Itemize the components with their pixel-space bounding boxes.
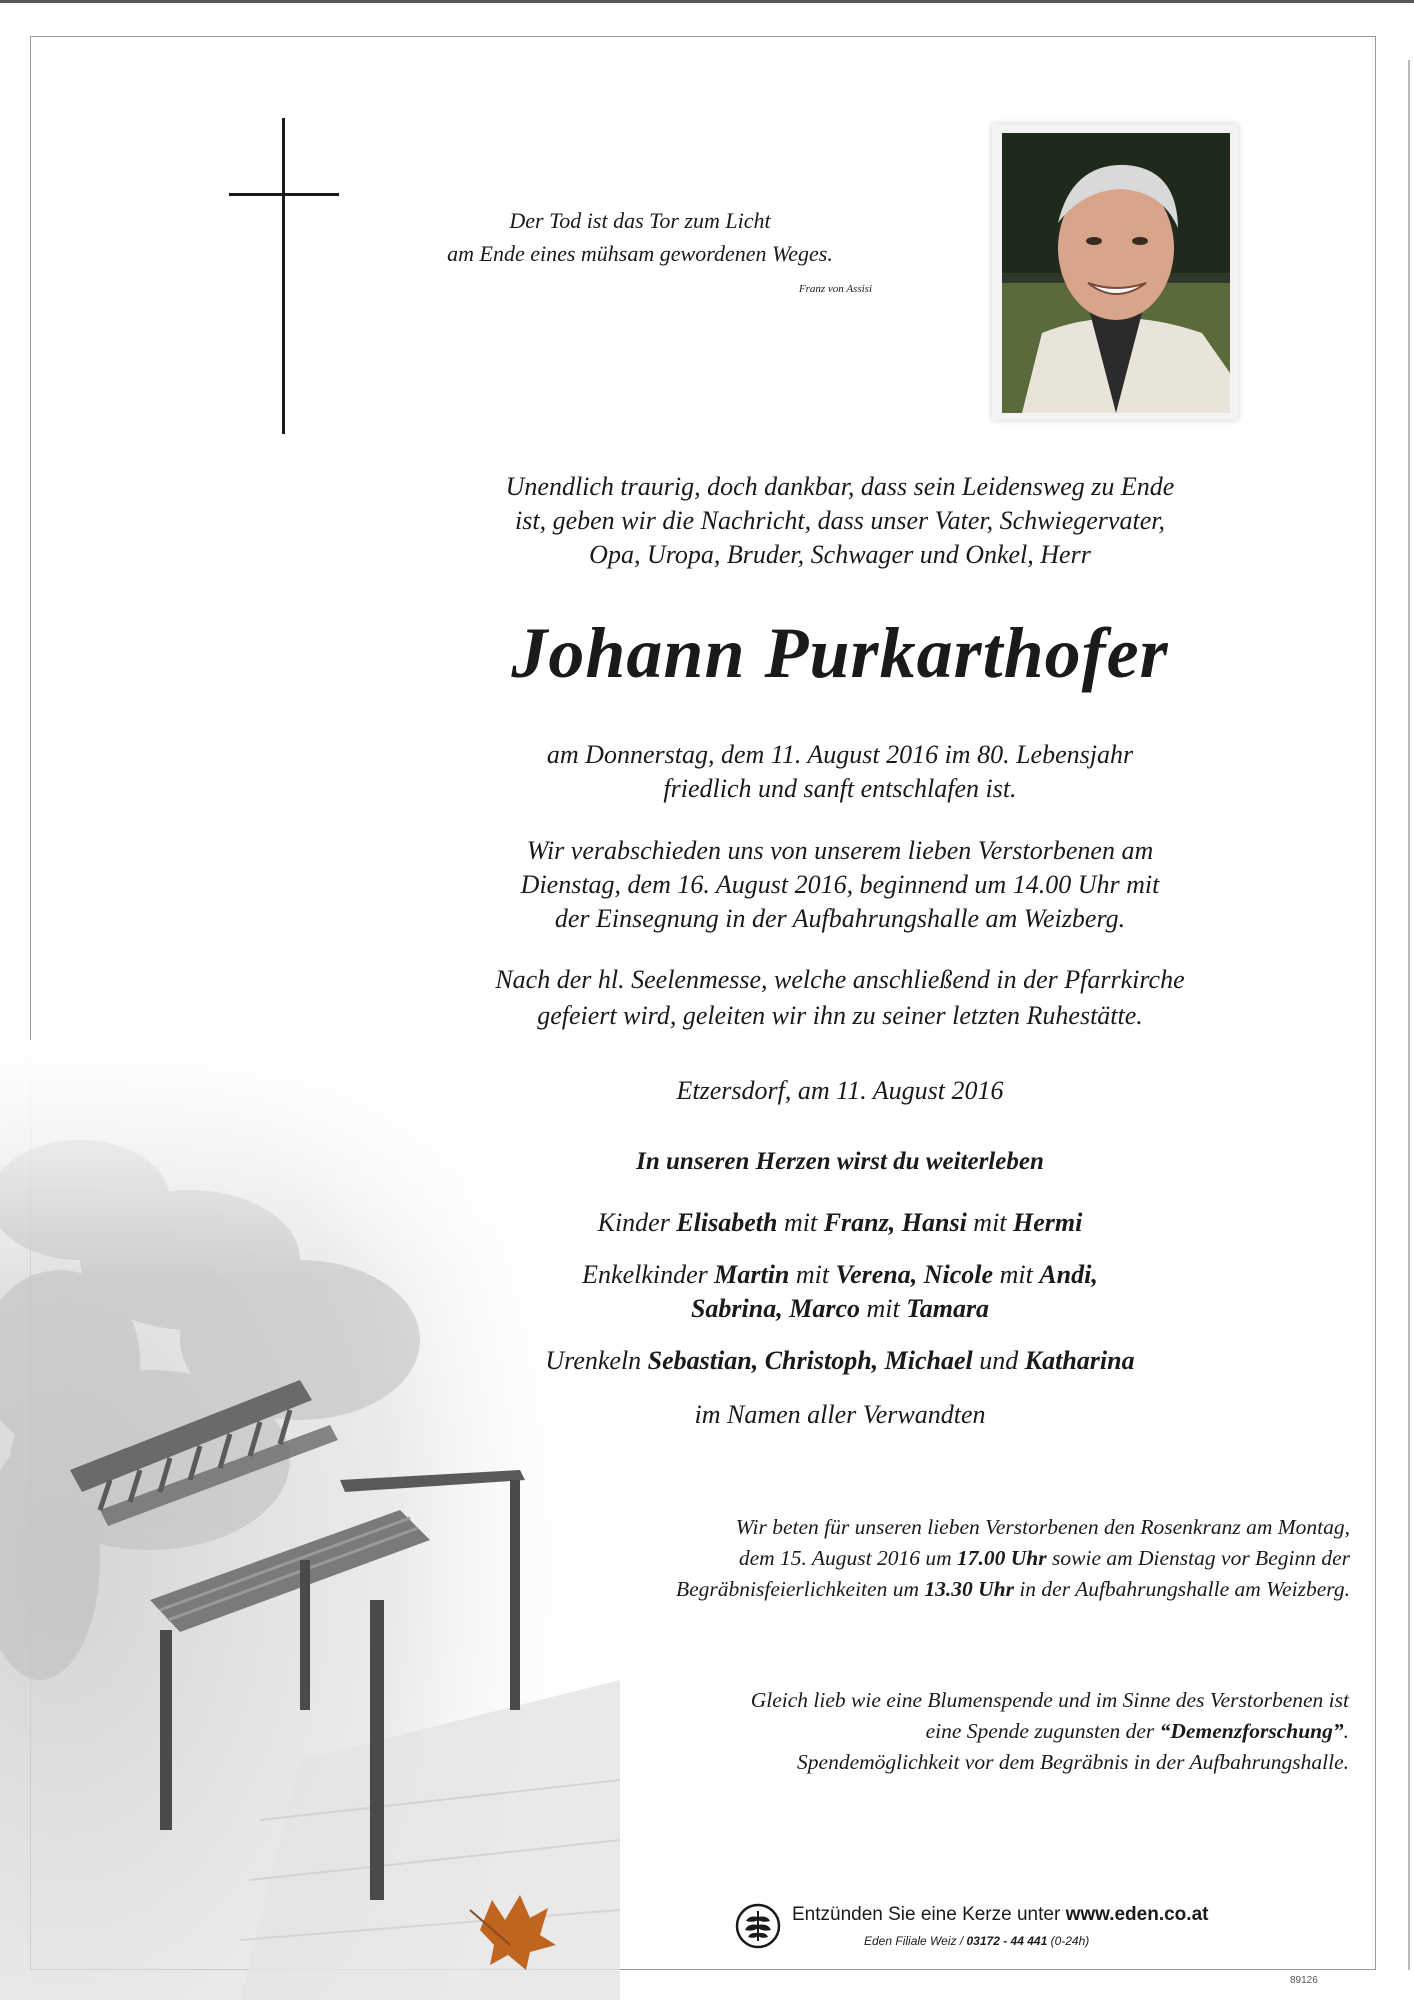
farewell-line: Wir verabschieden uns von unserem lieben Verstorbenen am bbox=[526, 836, 1154, 865]
hearts-heading: In unseren Herzen wirst du weiterleben bbox=[636, 1148, 1044, 1175]
eden-url-link[interactable]: www.eden.co.at bbox=[1065, 1904, 1209, 1925]
rosary-text bbox=[480, 1512, 1350, 1605]
branch-phone: 03172 - 44 441 bbox=[966, 1934, 1048, 1948]
connector: mit bbox=[973, 1208, 1007, 1237]
family-member: Martin bbox=[714, 1260, 790, 1289]
family-member: Franz, bbox=[823, 1208, 896, 1237]
relatives-line: im Namen aller Verwandten bbox=[694, 1400, 986, 1429]
connector: und bbox=[979, 1346, 1019, 1375]
family-label: Urenkeln bbox=[545, 1346, 642, 1375]
mass-line: Nach der hl. Seelenmesse, welche anschließend in der Pfarrkirche bbox=[495, 965, 1185, 994]
intro-line: Opa, Uropa, Bruder, Schwager und Onkel, Herr bbox=[589, 540, 1091, 569]
family-member: Sebastian, bbox=[647, 1346, 759, 1375]
quote-line: Der Tod ist das Tor zum Licht bbox=[509, 208, 771, 233]
family-member: Tamara bbox=[906, 1294, 990, 1323]
farewell-text bbox=[420, 834, 1260, 936]
rosary-time: 17.00 Uhr bbox=[957, 1546, 1047, 1570]
grandchildren-line bbox=[420, 1258, 1260, 1326]
rosary-time: 13.30 Uhr bbox=[924, 1577, 1014, 1601]
grandchildren-row bbox=[420, 1258, 1260, 1292]
farewell-line: Dienstag, dem 16. August 2016, beginnend um 14.00 Uhr mit bbox=[520, 870, 1160, 899]
intro-text bbox=[420, 470, 1260, 572]
rosary-line: dem 15. August 2016 um 17.00 Uhr sowie am Dienstag vor Beginn der bbox=[738, 1546, 1350, 1570]
branch-contact: Eden Filiale Weiz / 03172 - 44 441 (0-24h) bbox=[864, 1934, 1090, 1948]
family-member: Andi, bbox=[1039, 1260, 1098, 1289]
place-date: Etzersdorf, am 11. August 2016 bbox=[676, 1076, 1004, 1105]
deceased-name: Johann Purkarthofer bbox=[511, 613, 1169, 693]
death-notice bbox=[420, 738, 1260, 806]
death-line: am Donnerstag, dem 11. August 2016 im 80. Lebensjahr bbox=[546, 740, 1134, 769]
family-member: Elisabeth bbox=[676, 1208, 778, 1237]
donation-cause: “Demenzforschung” bbox=[1159, 1719, 1344, 1743]
mass-text bbox=[420, 962, 1260, 1034]
connector: mit bbox=[783, 1208, 818, 1237]
eden-logo-icon bbox=[735, 1903, 781, 1949]
top-rule bbox=[0, 0, 1414, 3]
donation-text bbox=[480, 1685, 1349, 1778]
intro-line: Unendlich traurig, doch dankbar, dass sein Leidensweg zu Ende bbox=[505, 472, 1175, 501]
great-grandchildren-line bbox=[420, 1344, 1260, 1378]
family-member: Marco bbox=[789, 1294, 860, 1323]
farewell-line: der Einsegnung in der Aufbahrungshalle am Weizberg. bbox=[554, 904, 1126, 933]
donation-line: Gleich lieb wie eine Blumenspende und im Sinne des Verstorbenen ist bbox=[750, 1688, 1349, 1712]
children-line bbox=[420, 1206, 1260, 1240]
family-member: Hermi bbox=[1013, 1208, 1083, 1237]
rosary-line: Wir beten für unseren lieben Verstorbenen den Rosenkranz am Montag, bbox=[735, 1515, 1350, 1539]
family-member: Sabrina, bbox=[690, 1294, 783, 1323]
family-member: Katharina bbox=[1024, 1346, 1135, 1375]
family-label: Enkelkinder bbox=[582, 1260, 708, 1289]
intro-line: ist, geben wir die Nachricht, dass unser Vater, Schwiegervater, bbox=[515, 506, 1165, 535]
quote-author: Franz von Assisi bbox=[798, 283, 872, 295]
page-edge bbox=[1408, 60, 1410, 1970]
connector: mit bbox=[999, 1260, 1033, 1289]
connector: mit bbox=[866, 1294, 900, 1323]
cross-icon-bar bbox=[229, 193, 339, 196]
family-member: Hansi bbox=[901, 1208, 967, 1237]
family-member: Christoph, bbox=[764, 1346, 879, 1375]
family-member: Michael bbox=[884, 1346, 973, 1375]
quote bbox=[400, 204, 880, 270]
cross-icon bbox=[282, 118, 285, 434]
reference-number: 89126 bbox=[1290, 1975, 1318, 1986]
rosary-line: Begräbnisfeierlichkeiten um 13.30 Uhr in der Aufbahrungshalle am Weizberg. bbox=[675, 1577, 1350, 1601]
candle-link-text: Entzünden Sie eine Kerze unter www.eden.co.at bbox=[792, 1904, 1209, 1925]
death-line: friedlich und sanft entschlafen ist. bbox=[663, 774, 1017, 803]
family-member: Verena, bbox=[835, 1260, 918, 1289]
quote-line: am Ende eines mühsam gewordenen Weges. bbox=[447, 241, 833, 266]
family-label: Kinder bbox=[597, 1208, 670, 1237]
donation-line: eine Spende zugunsten der “Demenzforschung”. bbox=[925, 1719, 1349, 1743]
mass-line: gefeiert wird, geleiten wir ihn zu seiner letzten Ruhestätte. bbox=[537, 1001, 1143, 1030]
grandchildren-row bbox=[420, 1292, 1260, 1326]
connector: mit bbox=[795, 1260, 830, 1289]
portrait-photo bbox=[1002, 133, 1230, 413]
donation-line: Spendemöglichkeit vor dem Begräbnis in der Aufbahrungshalle. bbox=[797, 1750, 1349, 1774]
family-member: Nicole bbox=[923, 1260, 994, 1289]
